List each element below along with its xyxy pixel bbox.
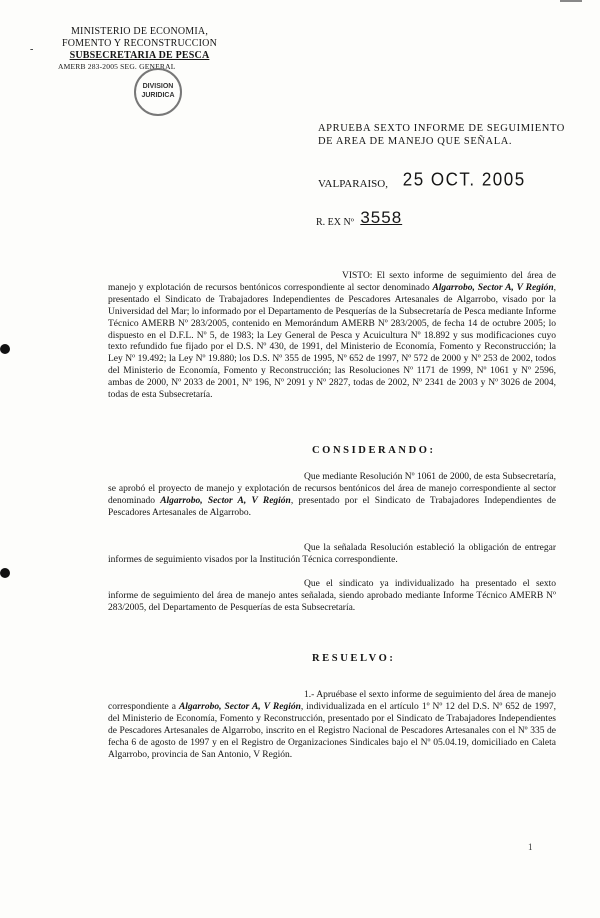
visto-paragraph bbox=[108, 271, 556, 402]
city: VALPARAISO, bbox=[318, 178, 388, 190]
c1-text-a: Que mediante Resolución Nº 1061 de 2000, de esta Subsecretaría, se aprobó el proyecto de manejo y explotación de recursos bentónicos del área de manejo correspondiente al sector denominado bbox=[108, 472, 556, 506]
punch-hole bbox=[0, 568, 10, 578]
letterhead bbox=[52, 26, 227, 72]
c2-text: Que la señalada Resolución estableció la obligación de entregar informes de seguimiento visados por la Institución Técnica correspondiente. bbox=[108, 543, 556, 565]
subsecretaria-line: SUBSECRETARIA DE PESCA bbox=[69, 50, 210, 61]
considerando-paragraph-2 bbox=[108, 543, 556, 567]
resuelvo-paragraph-1 bbox=[108, 690, 556, 761]
punch-hole bbox=[0, 344, 10, 354]
considerando-heading: CONSIDERANDO: bbox=[312, 445, 436, 456]
document-subject: APRUEBA SEXTO INFORME DE SEGUIMIENTO DE AREA DE MANEJO QUE SEÑALA. bbox=[318, 123, 565, 147]
resolution-number-line bbox=[316, 208, 402, 228]
visto-sector: Algarrobo, Sector A, V Región bbox=[432, 282, 554, 293]
c1-text-b: , presentado por el Sindicato de Trabajadores Independientes de Pescadores Artesanales de Algarrobo. bbox=[108, 495, 556, 518]
division-stamp bbox=[134, 68, 182, 116]
margin-dash: - bbox=[30, 44, 34, 55]
considerando-paragraph-3 bbox=[108, 579, 556, 615]
c3-text: Que el sindicato ya individualizado ha presentado el sexto informe de seguimiento del área de manejo antes señalada, siendo aprobado mediante Informe Técnico AMERB Nº 283/2005, del Departamento de Pesquerías de esta Subsecretaría. bbox=[108, 579, 556, 613]
stamp-line-2: JURIDICA bbox=[141, 92, 175, 99]
visto-text-b: , presentado el Sindicato de Trabajadores Independientes de Pescadores Artesanales de Algarrobo, visado por la Universidad del Mar; lo informado por el Departamento de Pesquerías de la Subsecretaría de Pesca mediante Informe Técnico AMERB Nº 283/2005, contenido en Memorándum AMERB Nº 283/2005, de fecha 14 de octubre 2005; lo dispuesto en el D.F.L. Nº 5, de 1983; la Ley General de Pesca y Acuicultura Nº 18.892 y sus modificaciones cuyo texto refundido fue fijado por el D.S. Nº 430, de 1991, del Ministerio de Economía, Fomento y Reconstrucción; la Ley Nº 19.492; la Ley Nº 19.880; los D.S. Nº 355 de 1995, Nº 652 de 1997, Nº 572 de 2000 y Nº 253 de 2002, todos del Ministerio de Economía, Fomento y Reconstrucción; las Resoluciones Nº 1171 de 1999, Nº 1061 y Nº 2596, ambas de 2000, Nº 2033 de 2001, Nº 196, Nº 2091 y Nº 2827, todas de 2002, Nº 2341 de 2003 y Nº 3026 de 2004, todas de esta Subsecretaría. bbox=[108, 282, 556, 401]
c1-sector: Algarrobo, Sector A, V Región bbox=[160, 495, 291, 506]
visto-lead: VISTO: bbox=[342, 271, 373, 281]
considerando-paragraph-1 bbox=[108, 472, 556, 520]
scan-mark bbox=[560, 0, 582, 2]
r1-sector: Algarrobo, Sector A, V Región bbox=[178, 701, 301, 712]
visto-text-a: El sexto informe de seguimiento del área de manejo y explotación de recursos bentónicos correspondiente al sector denominado bbox=[108, 271, 556, 293]
dateline bbox=[318, 170, 526, 190]
page-mark: 1 bbox=[528, 842, 533, 852]
r1-text-b: , individualizada en el artículo 1º Nº 12 del D.S. Nº 652 de 1997, del Ministerio de Economía, Fomento y Reconstrucción, presentado por el Sindicato de Trabajadores Independientes de Pescadores Artesanales de Algarrobo, inscrito en el Registro Nacional de Pescadores Artesanales con el Nº 335 de fecha 6 de agosto de 1997 y en el Registro de Organizaciones Sindicales bajo el Nº 05.04.19, domiciliado en Caleta Algarrobo, provincia de San Antonio, V Región. bbox=[108, 701, 556, 760]
reference-code: AMERB 283-2005 SEG. GENERAL bbox=[58, 62, 176, 71]
r1-text-a: 1.- Apruébase el sexto informe de seguimiento del área de manejo correspondiente a bbox=[108, 690, 556, 712]
ministry-line-2: FOMENTO Y RECONSTRUCCION bbox=[61, 38, 217, 49]
resolution-label: R. EX Nº bbox=[316, 217, 354, 228]
stamp-line-1: DIVISION bbox=[142, 83, 174, 90]
ministry-line: MINISTERIO DE ECONOMIA, bbox=[70, 26, 209, 37]
resolution-number: 3558 bbox=[360, 208, 403, 227]
date-stamp: 25 OCT. 2005 bbox=[402, 169, 526, 190]
resuelvo-heading: RESUELVO: bbox=[312, 653, 396, 664]
